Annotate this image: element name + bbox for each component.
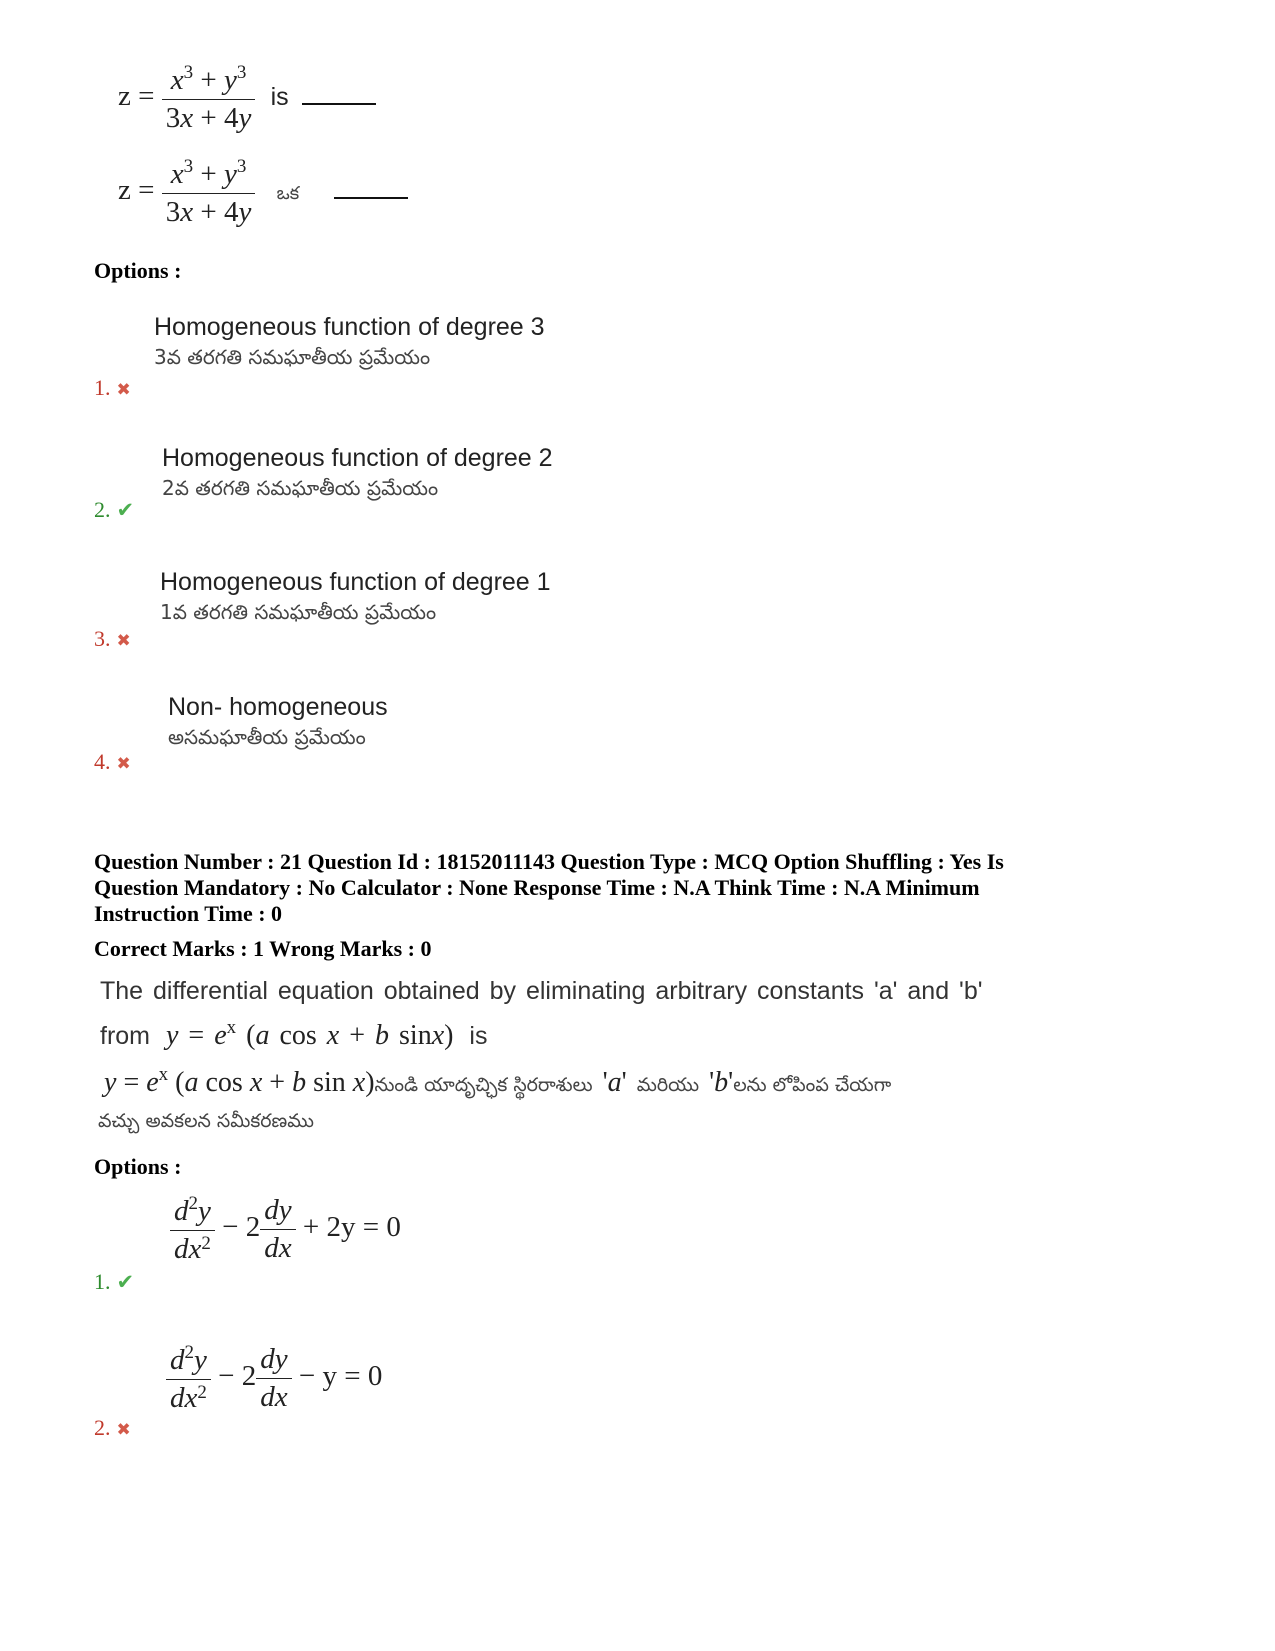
question-text-te-line2: వచ్చు అవకలన సమీకరణము [98,1110,314,1132]
question-text-te-line1 [104,1064,891,1101]
prev-option-1-marker [94,375,131,401]
option-2-equation: $\frac{d^2y}{dx^2}$ − 2 $\frac{dy}{dx}$ − y = 0 [166,1342,382,1415]
question-from-label: from [100,1022,150,1050]
prev-equation-en: z = $\frac{x^3 + y^3}{3x + 4y}$ is [118,62,376,135]
prev-option-3-text [160,568,551,629]
option-text-en: Homogeneous function of degree 3 [154,313,545,341]
cross-icon: ✖ [116,1420,131,1440]
check-icon: ✔ [116,498,135,522]
prev-option-2-text [162,444,553,505]
option-number: 1. [94,375,111,400]
prev-option-4-text [168,693,388,754]
option-text-en: Homogeneous function of degree 2 [162,444,553,472]
option-text-te: 1వ తరగతి సమఘాతీయ ప్రమేయం [160,600,437,624]
answer-blank [302,103,376,105]
option-number: 2. [94,1415,111,1440]
question-meta-line: Question Number : 21 Question Id : 18152011143 Question Type : MCQ Option Shuffling : Yes Is [94,849,1004,874]
question-marks: Correct Marks : 1 Wrong Marks : 0 [94,936,432,961]
question-equation: $y = e^x$ (a cos x + b sinx) [165,1017,454,1051]
prev-suffix-en: is [270,83,289,112]
prev-option-3-marker [94,626,131,652]
question-te-and: మరియు [636,1074,700,1096]
prev-option-4-marker [94,749,131,775]
options-label: Options : [94,1154,182,1179]
option-number: 1. [94,1269,111,1294]
question-text-en-line2 [100,1017,487,1052]
question-text-en-line1: The differential equation obtained by eliminating arbitrary constants 'a' and 'b' [100,977,983,1005]
question-meta-line: Instruction Time : 0 [94,901,283,926]
prev-option-2-marker [94,497,134,523]
question-te-part2: లను లోపింప చేయగా [733,1074,892,1096]
options-label: Options : [94,258,182,283]
option-text-en: Non- homogeneous [168,693,388,721]
option-2-marker [94,1415,131,1441]
constant-a: 'a' [602,1067,627,1098]
cross-icon: ✖ [116,754,131,774]
question-meta [94,849,1094,927]
question-is-label: is [469,1022,488,1050]
cross-icon: ✖ [116,380,131,400]
option-number: 3. [94,626,111,651]
option-number: 2. [94,497,111,522]
prev-suffix-te: ఒక [276,183,300,205]
prev-equation-te: z = $\frac{x^3 + y^3}{3x + 4y}$ ఒక [118,156,408,229]
answer-blank [334,197,408,199]
question-meta-line: Question Mandatory : No Calculator : None Response Time : N.A Think Time : N.A Minimum [94,875,980,900]
prev-option-1-text [154,313,545,374]
constant-b: 'b' [709,1067,734,1098]
option-number: 4. [94,749,111,774]
option-text-en: Homogeneous function of degree 1 [160,568,551,596]
option-1-equation: $\frac{d^2y}{dx^2}$ − 2 $\frac{dy}{dx}$ + 2y = 0 [170,1193,401,1266]
option-text-te: అసమఘాతీయ ప్రమేయం [168,725,366,749]
cross-icon: ✖ [116,631,131,651]
option-2-tail: − y = 0 [298,1360,383,1393]
check-icon: ✔ [116,1270,135,1294]
option-1-marker [94,1269,134,1295]
question-equation: $y = e^x$ (a cos x + b sin x) [104,1064,375,1098]
option-text-te: 3వ తరగతి సమఘాతీయ ప్రమేయం [154,345,431,369]
option-text-te: 2వ తరగతి సమఘాతీయ ప్రమేయం [162,476,439,500]
question-te-part1: నుండి యాదృచ్ఛిక స్థిరరాశులు [374,1074,593,1096]
option-1-tail: + 2y = 0 [302,1211,401,1244]
